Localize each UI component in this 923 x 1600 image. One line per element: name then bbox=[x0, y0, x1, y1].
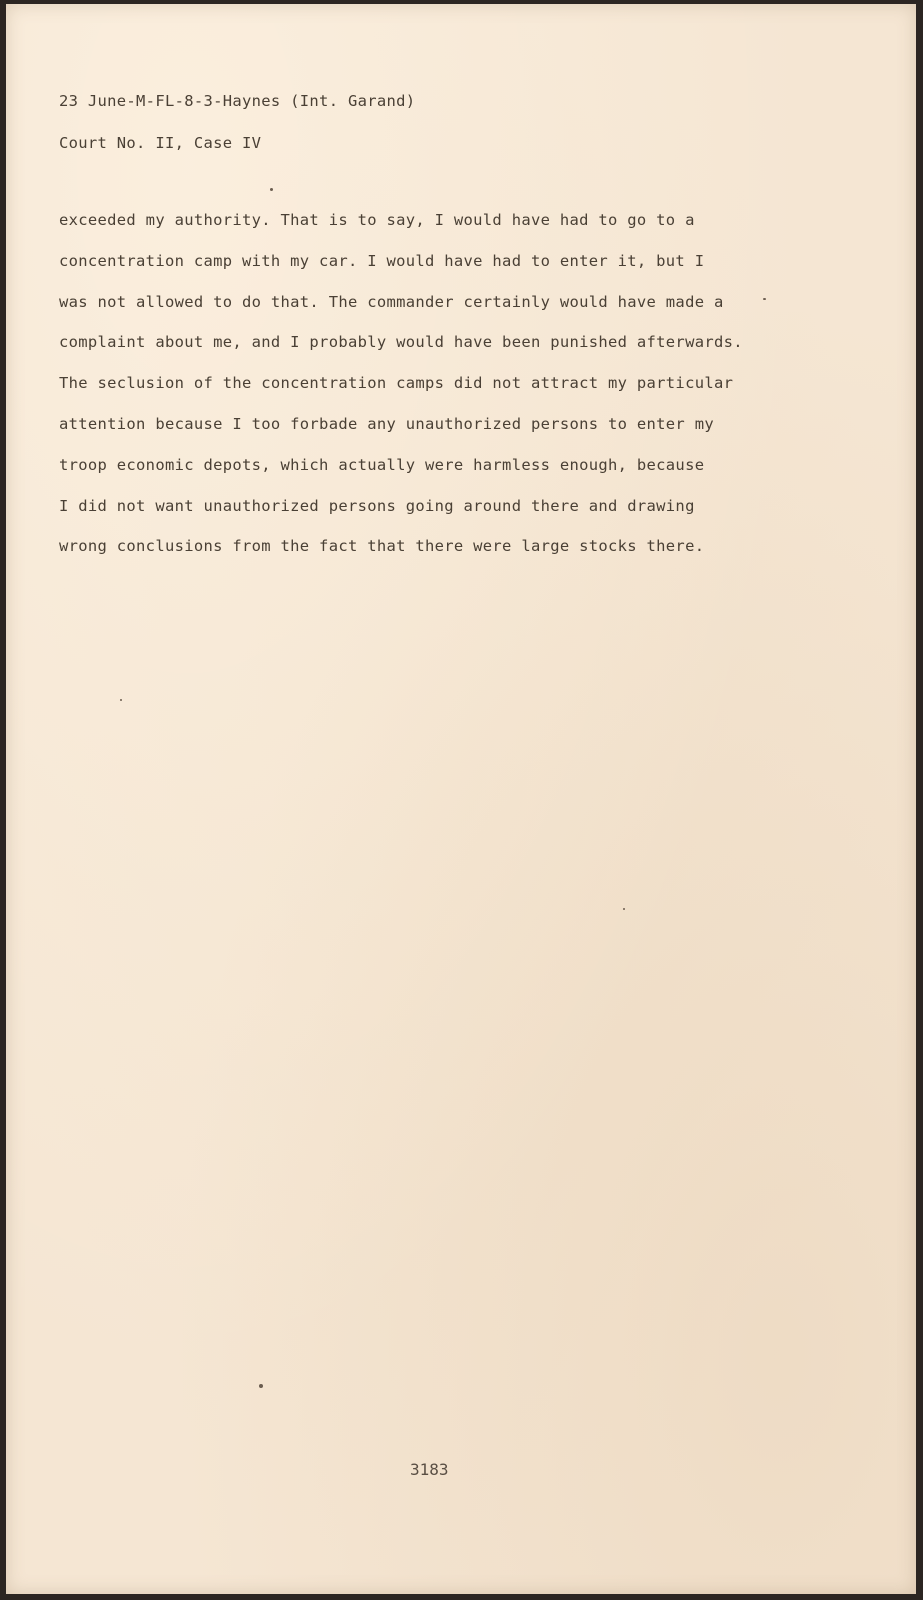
paper-speck bbox=[120, 699, 122, 701]
body-line: exceeded my authority. That is to say, I would have had to go to a bbox=[59, 211, 695, 229]
paper-speck bbox=[763, 298, 766, 300]
body-line: troop economic depots, which actually were harmless enough, because bbox=[59, 455, 705, 474]
body-line: I did not want unauthorized persons going around there and drawing bbox=[59, 496, 695, 515]
paper-speck bbox=[259, 1384, 263, 1388]
body-line: concentration camp with my car. I would have had to enter it, but I bbox=[59, 251, 705, 270]
paper-speck bbox=[623, 908, 625, 910]
body-line: complaint about me, and I probably would have been punished afterwards. bbox=[59, 333, 743, 352]
page-number: 3183 bbox=[410, 1460, 449, 1479]
body-text bbox=[59, 210, 743, 577]
paper-speck bbox=[270, 188, 273, 191]
document-page bbox=[6, 4, 916, 1594]
body-line: attention because I too forbade any unauthorized persons to enter my bbox=[59, 414, 714, 433]
header-reference: 23 June-M-FL-8-3-Haynes (Int. Garand) bbox=[59, 92, 416, 110]
body-line: was not allowed to do that. The commander certainly would have made a bbox=[59, 292, 724, 311]
header-court-case: Court No. II, Case IV bbox=[59, 134, 262, 152]
body-line: The seclusion of the concentration camps did not attract my particular bbox=[59, 374, 734, 393]
body-line: wrong conclusions from the fact that there were large stocks there. bbox=[59, 537, 705, 556]
